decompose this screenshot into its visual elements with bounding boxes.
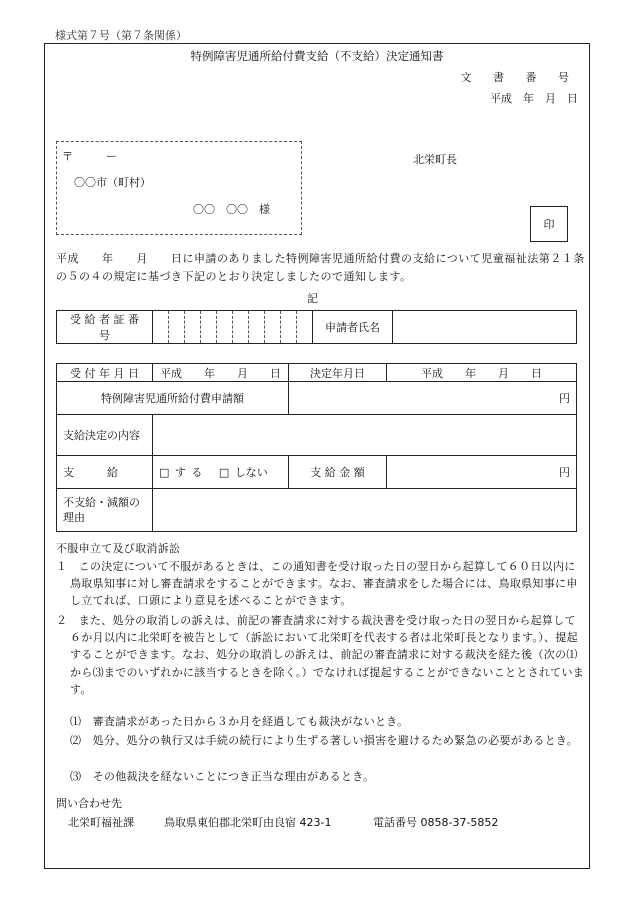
intro-text: 平成 年 月 日に申請のありました特例障害児通所給付費の支給について児童福祉法第２１条の５の４の規定に基づき下記のとおり決定しましたので通知します。 xyxy=(56,252,585,283)
issuer-title: 北栄町長 xyxy=(413,153,457,166)
recipient-no-digit[interactable] xyxy=(249,311,265,344)
recipient-no-digit[interactable] xyxy=(297,311,313,344)
appeal-sub-3: ⑶ その他裁決を経ないことにつき正当な理由があるとき。 xyxy=(70,770,375,783)
contact-department: 北栄町福祉課 xyxy=(68,816,134,829)
contact-address: 鳥取県東伯郡北栄町由良宿 423-1 xyxy=(164,816,332,829)
recipient-no-digit[interactable] xyxy=(281,311,297,344)
recipient-city: 〇〇市（町村） xyxy=(74,176,151,189)
payment-amount-field[interactable]: 円 xyxy=(387,456,577,489)
payment-amount-label: 支 給 金 額 xyxy=(289,456,387,489)
claim-amount-label: 特例障害児通所給付費申請額 xyxy=(57,382,289,415)
decision-content-label: 支給決定の内容 xyxy=(57,415,153,456)
receipt-date-label: 受 付 年 月 日 xyxy=(57,364,153,382)
appeal-sub-2: ⑵ 処分、処分の執行又は手続の続行により生ずる著しい損害を避けるため緊急の必要があるとき。 xyxy=(70,734,579,747)
appeal-item-2: ２ また、処分の取消しの訴えは、前記の審査請求に対する裁決書を受け取った日の翌日から起算して６か月以内に北栄町を被告として（訴訟において北栄町を代表する者は北栄町長となります。）、提起することができます。なお、処分の取消しの訴えは、前記の審査請求に対する裁決を経た後（次の⑴から⑶までのいずれかに該当するときを除く。）でなければ提起することができないこととされています。 xyxy=(56,614,585,696)
receipt-date-field[interactable]: 平成 年 月 日 xyxy=(153,364,289,382)
payment-options[interactable] xyxy=(153,456,289,489)
recipient-no-digit[interactable] xyxy=(185,311,201,344)
reason-label: 不支給・減額の理由 xyxy=(57,489,153,532)
document-title: 特例障害児通所給付費支給（不支給）決定通知書 xyxy=(190,49,444,63)
postal-mark: 〒 ー xyxy=(62,150,117,163)
applicant-name-field[interactable] xyxy=(393,311,577,344)
recipient-table xyxy=(56,310,577,344)
issue-date-label: 平成 年 月 日 xyxy=(490,92,578,105)
payment-yes-checkbox[interactable]: □ す る xyxy=(159,466,203,479)
form-id: 様式第７号（第７条関係） xyxy=(55,29,187,42)
appeal-item-1: １ この決定について不服があるときは、この通知書を受け取った日の翌日から起算して６０日以内に鳥取県知事に対し審査請求をすることができます。なお、審査請求をした場合には、鳥取県知事に申し立てれば、口頭により意見を述べることができます。 xyxy=(56,560,578,608)
decision-date-label: 決定年月日 xyxy=(289,364,387,382)
appeal-sub-1: ⑴ 審査請求があった日から３か月を経過しても裁決がないとき。 xyxy=(70,715,409,728)
decision-content-field[interactable] xyxy=(153,415,577,456)
decision-table xyxy=(56,363,577,532)
recipient-no-digit[interactable] xyxy=(201,311,217,344)
payment-label: 支 給 xyxy=(57,456,153,489)
seal-box: 印 xyxy=(530,206,568,242)
recipient-no-digit[interactable] xyxy=(153,311,169,344)
recipient-no-digit[interactable] xyxy=(265,311,281,344)
claim-amount-field[interactable]: 円 xyxy=(289,382,577,415)
doc-number-label: 文 書 番 号 xyxy=(460,71,578,84)
recipient-no-digit[interactable] xyxy=(169,311,185,344)
contact-phone: 電話番号 0858-37-5852 xyxy=(373,816,499,829)
applicant-name-label: 申請者氏名 xyxy=(313,311,393,344)
reason-field[interactable] xyxy=(153,489,577,532)
payment-no-checkbox[interactable]: □ しない xyxy=(218,466,268,479)
appeal-heading: 不服申立て及び取消訴訟 xyxy=(56,542,181,555)
recipient-name: 〇〇 〇〇 様 xyxy=(193,203,270,216)
recipient-no-digit[interactable] xyxy=(217,311,233,344)
contact-heading: 問い合わせ先 xyxy=(56,797,122,810)
decision-date-field[interactable]: 平成 年 月 日 xyxy=(387,364,577,382)
recipient-no-digit[interactable] xyxy=(233,311,249,344)
recipient-no-label: 受 給 者 証 番 号 xyxy=(57,311,153,344)
ki-label: 記 xyxy=(307,292,318,305)
